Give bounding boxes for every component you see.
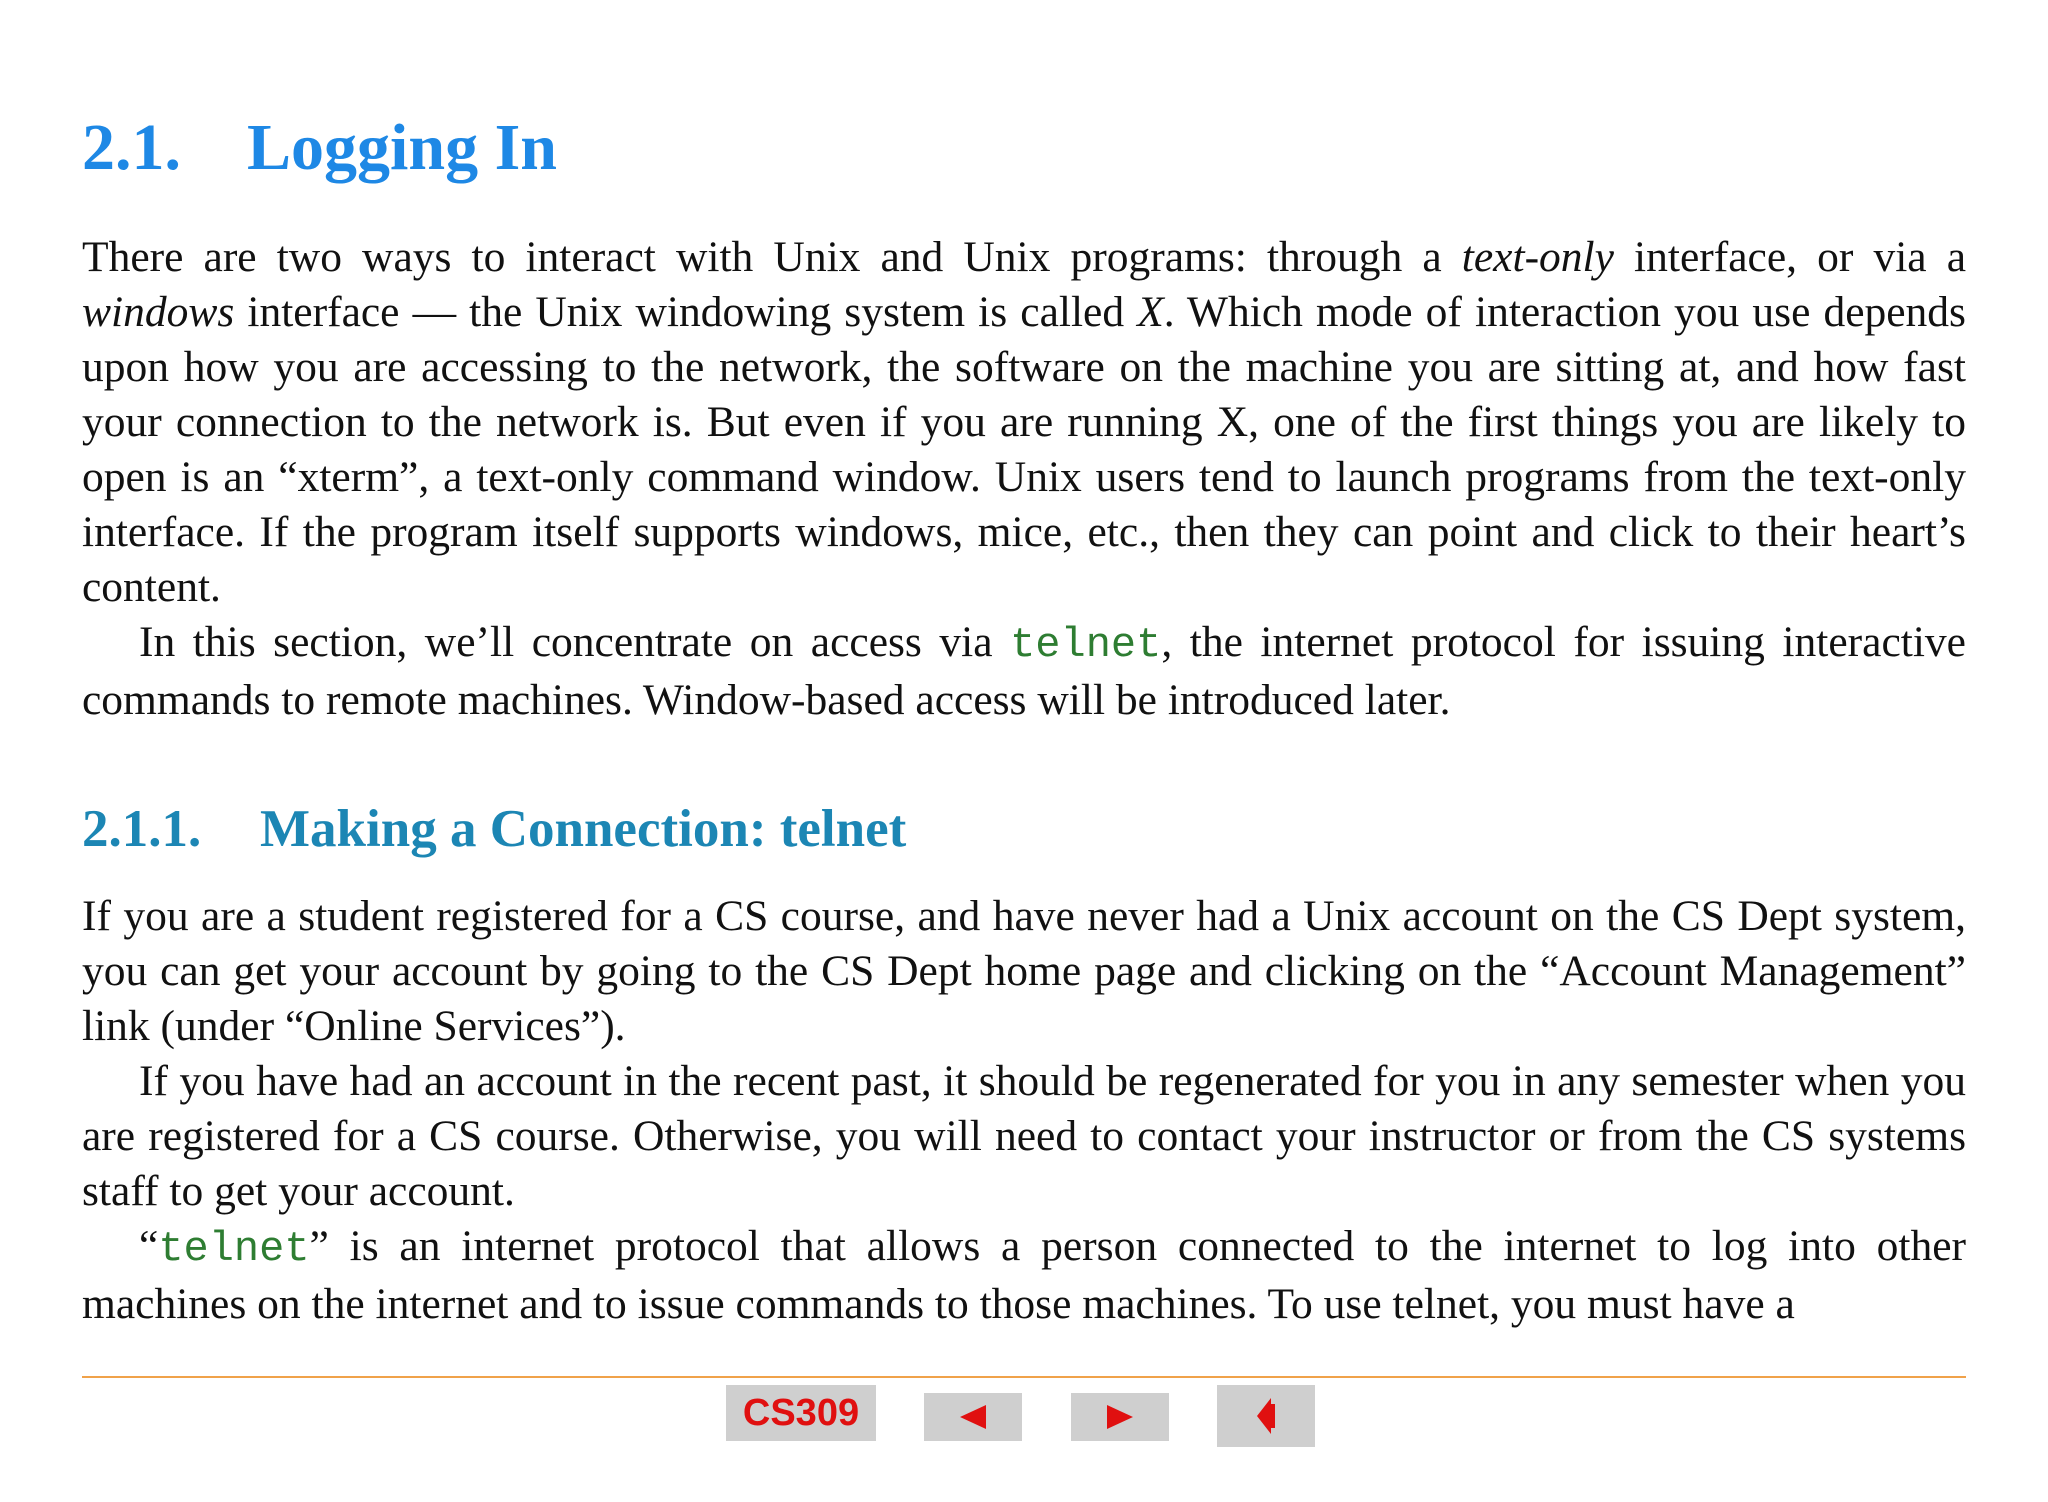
subsection-heading [82,794,906,864]
emphasis-text: X [1137,288,1164,336]
section-title: Logging In [247,111,557,184]
text-run: “ [139,1222,159,1270]
emphasis-text: windows [82,288,235,336]
text-run: In this section, we’ll concentrate on access via [139,618,1011,666]
triangle-left-icon [958,1402,988,1432]
code-telnet: telnet [158,1225,310,1273]
text-run: There are two ways to interact with Unix and Unix programs: through a [82,233,1462,281]
text-run: , the internet protocol for issuing interactive commands to remote machines. Window-based access will be introduced later. [82,618,1966,724]
paragraph [82,230,1966,615]
section-number: 2.1. [82,111,181,184]
previous-page-button[interactable] [924,1393,1022,1441]
body-text [82,889,1966,1332]
text-run: ” is an internet protocol that allows a person connected to the internet to log into other machines on the internet and to issue commands to those machines. To use telnet, you must have a [82,1222,1966,1328]
text-run: . Which mode of interaction you use depends upon how you are accessing to the network, the software on the machine you are sitting at, and how fast your connection to the network is. But even if you are running X, one of the first things you are likely to open is an “xterm”, a text-only command window. Unix users tend to launch programs from the text-only interface. If the program itself supports windows, mice, etc., then they can point and click to their heart’s content. [82,288,1966,611]
emphasis-text: text-only [1461,233,1614,281]
intro-text [82,230,1966,728]
back-button[interactable] [1217,1385,1315,1447]
text-run: interface — the Unix windowing system is called [234,288,1138,336]
text-run: interface, or via a [1613,233,1967,281]
next-page-button[interactable] [1071,1393,1169,1441]
code-telnet: telnet [1010,621,1162,669]
subsection-title: Making a Connection: telnet [260,800,907,858]
paragraph [82,615,1966,728]
course-home-button[interactable]: CS309 [726,1385,876,1441]
paragraph: If you are a student registered for a CS course, and have never had a Unix account on the CS Dept system, you can get your account by going to the CS Dept home page and clicking on the “Account Management” link (under “Online Services”). [82,892,1966,1050]
paragraph: If you have had an account in the recent past, it should be regenerated for you in any semester when you are registered for a CS course. Otherwise, you will need to contact your instructor or from the CS systems staff to get your account. [82,1057,1966,1215]
subsection-number: 2.1.1. [82,800,202,858]
back-arrow-icon [1253,1396,1279,1436]
footer-rule [82,1376,1966,1378]
paragraph [82,1219,1966,1332]
section-heading [82,108,557,188]
triangle-right-icon [1105,1402,1135,1432]
